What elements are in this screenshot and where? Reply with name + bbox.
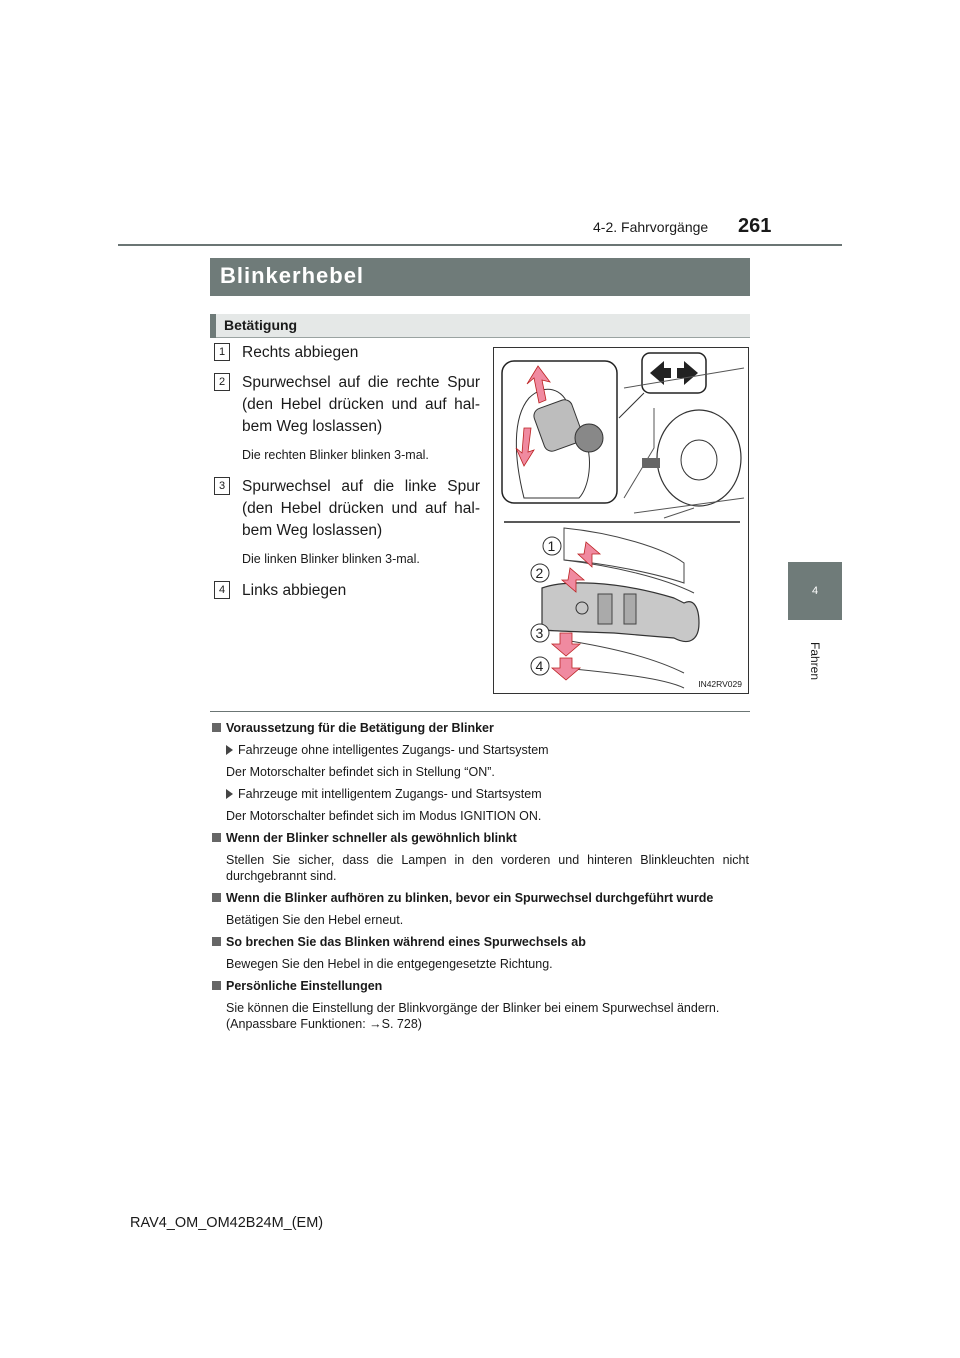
document-id: RAV4_OM_OM42B24M_(EM): [130, 1215, 324, 1231]
step-item: [214, 476, 480, 566]
callout-label: 3: [535, 625, 544, 641]
step-text: Spurwechsel auf die rechte Spur (den Hebel drücken und auf hal-bem Weg loslassen): [242, 374, 480, 435]
note-heading: Persönliche Einstellungen: [212, 978, 749, 994]
step-item: [214, 580, 480, 602]
lever-mount: [642, 458, 660, 468]
note-heading: Wenn die Blinker aufhören zu blinken, bevor ein Spurwechsel durchgeführt wurde: [212, 890, 749, 906]
triangle-bullet-icon: [226, 789, 233, 799]
callout-label: 1: [547, 538, 556, 554]
subsection-accent: [210, 314, 216, 338]
step-text: Rechts abbiegen: [242, 344, 359, 361]
step-number: 1: [214, 343, 230, 361]
turn-signal-lever-figure: [493, 347, 749, 694]
callout-label: 4: [535, 658, 544, 674]
step-item: [214, 342, 480, 364]
page-number: 261: [738, 215, 772, 237]
header-rule: [118, 244, 842, 246]
step-number: 2: [214, 373, 230, 391]
chapter-name: Fahren: [808, 642, 822, 681]
step-text: Links abbiegen: [242, 582, 347, 599]
chapter-number: 4: [811, 585, 819, 597]
lever-base: [575, 424, 603, 452]
position-outline-3: [564, 640, 684, 688]
section-divider: [210, 711, 750, 712]
step-note: Die rechten Blinker blinken 3-mal.: [242, 448, 429, 462]
note-heading: Wenn der Blinker schneller als gewöhnlich blinkt: [212, 830, 749, 846]
step-list: [214, 342, 480, 610]
note-bullet: Fahrzeuge ohne intelligentes Zugangs- und Startsystem: [212, 742, 749, 758]
lever-ring: [624, 594, 636, 624]
arrow-down-icon: [552, 658, 580, 680]
page-title: Blinkerhebel: [210, 258, 750, 296]
square-bullet-icon: [212, 723, 221, 732]
note-text: Betätigen Sie den Hebel erneut.: [226, 913, 404, 927]
square-bullet-icon: [212, 893, 221, 902]
square-bullet-icon: [212, 833, 221, 842]
step-note: Die linken Blinker blinken 3-mal.: [242, 552, 420, 566]
figure-code: IN42RV029: [698, 679, 742, 689]
square-bullet-icon: [212, 981, 221, 990]
note-text: Der Motorschalter befindet sich im Modus IGNITION ON.: [226, 809, 542, 823]
callout-label: 2: [535, 565, 544, 581]
step-number: 3: [214, 477, 230, 495]
notes-section: [212, 720, 749, 1038]
square-bullet-icon: [212, 937, 221, 946]
subsection-header: [210, 314, 750, 338]
arrow-down-icon: [552, 633, 580, 656]
steering-wheel: [657, 410, 741, 506]
lever-ring: [598, 594, 612, 624]
note-bullet: Fahrzeuge mit intelligentem Zugangs- und Startsystem: [212, 786, 749, 802]
note-text: Sie können die Einstellung der Blinkvorgänge der Blinker bei einem Spurwechsel ändern.: [226, 1001, 720, 1015]
note-heading: So brechen Sie das Blinken während eines Spurwechsels ab: [212, 934, 749, 950]
steering-hub: [681, 440, 717, 480]
note-text: Stellen Sie sicher, dass die Lampen in den vorderen und hinteren Blinkleuchten nicht durchgebrannt sind.: [226, 853, 749, 883]
step-number: 4: [214, 581, 230, 599]
note-text: (Anpassbare Funktionen: →S. 728): [226, 1017, 422, 1031]
pointer-line: [619, 393, 644, 418]
triangle-bullet-icon: [226, 745, 233, 755]
chapter-tab: [788, 562, 842, 620]
note-text: Der Motorschalter befindet sich in Stellung “ON”.: [226, 765, 495, 779]
note-text: Bewegen Sie den Hebel in die entgegengesetzte Richtung.: [226, 957, 553, 971]
section-reference: 4-2. Fahrvorgänge: [593, 219, 709, 235]
step-item: [214, 372, 480, 462]
step-text: Spurwechsel auf die linke Spur (den Hebel drücken und auf hal-bem Weg loslassen): [242, 478, 480, 539]
subsection-title: Betätigung: [224, 317, 298, 333]
note-heading: Voraussetzung für die Betätigung der Blinker: [212, 720, 749, 736]
lever-illustration: [494, 348, 748, 693]
